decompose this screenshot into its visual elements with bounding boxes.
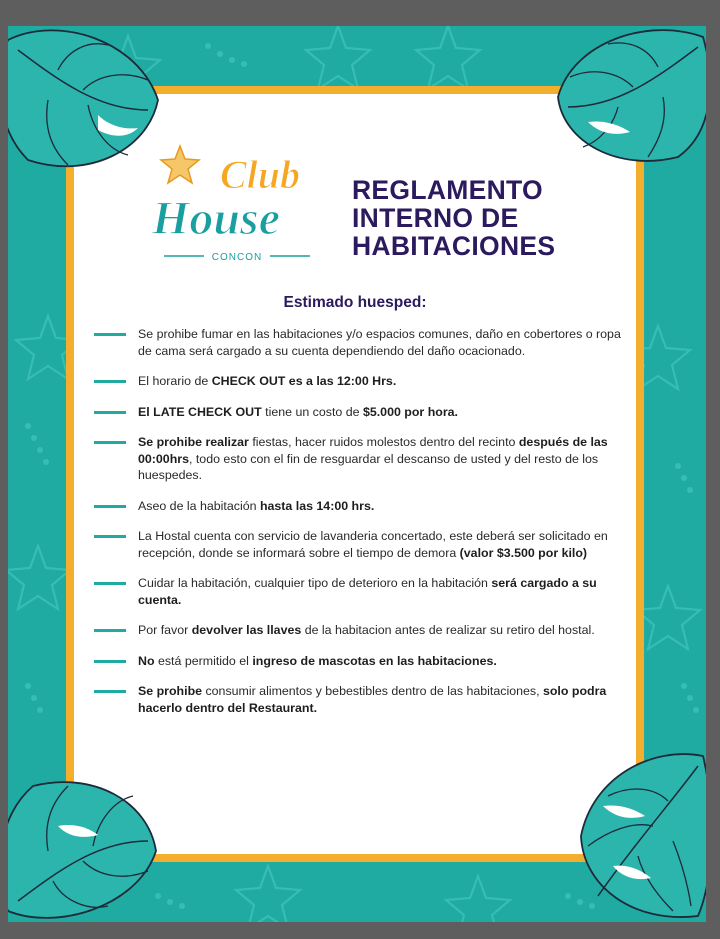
rule-item: Se prohibe realizar fiestas, hacer ruidos molestos dentro del recinto después de las 00:00hrs, todo esto con el fin de resguardar el descanso de usted y del resto de los huespedes.	[94, 434, 624, 484]
club-house-logo	[142, 136, 342, 276]
rule-item: La Hostal cuenta con servicio de lavanderia concertado, este deberá ser solicitado en recepción, donde se informará sobre el tiempo de demora (valor $3.500 por kilo)	[94, 528, 624, 561]
title-line-1: REGLAMENTO	[352, 175, 543, 205]
poster-background	[8, 26, 706, 922]
page-title	[352, 176, 632, 260]
logo-location: CONCON	[211, 252, 263, 263]
rules-list	[94, 326, 624, 730]
monstera-leaf-icon	[8, 26, 168, 180]
rule-item: Por favor devolver las llaves de la habitacion antes de realizar su retiro del hostal.	[94, 622, 624, 639]
rule-item: El LATE CHECK OUT tiene un costo de $5.000 por hora.	[94, 404, 624, 421]
rule-item: Cuidar la habitación, cualquier tipo de deterioro en la habitación será cargado a su cuenta.	[94, 575, 624, 608]
greeting: Estimado huesped:	[283, 294, 427, 311]
rule-item: No está permitido el ingreso de mascotas en las habitaciones.	[94, 653, 624, 670]
monstera-leaf-icon	[8, 771, 163, 922]
title-line-2: INTERNO DE	[352, 203, 519, 233]
title-line-3: HABITACIONES	[352, 231, 556, 261]
rule-item: El horario de CHECK OUT es a las 12:00 Hrs.	[94, 373, 624, 390]
content-card	[74, 94, 636, 854]
rule-item: Se prohibe fumar en las habitaciones y/o espacios comunes, daño en cobertores o ropa de cama será cargado a su cuenta dependiendo del daño ocacionado.	[94, 326, 624, 359]
rule-item: Se prohibe consumir alimentos y bebestibles dentro de las habitaciones, solo podra hacerlo dentro del Restaurant.	[94, 683, 624, 716]
orange-frame	[66, 86, 644, 862]
monstera-leaf-icon	[573, 746, 706, 922]
monstera-leaf-icon	[548, 26, 706, 172]
logo-word-house: House	[152, 192, 281, 245]
rule-item: Aseo de la habitación hasta las 14:00 hrs.	[94, 498, 624, 515]
logo-word-club: Club	[220, 152, 301, 197]
